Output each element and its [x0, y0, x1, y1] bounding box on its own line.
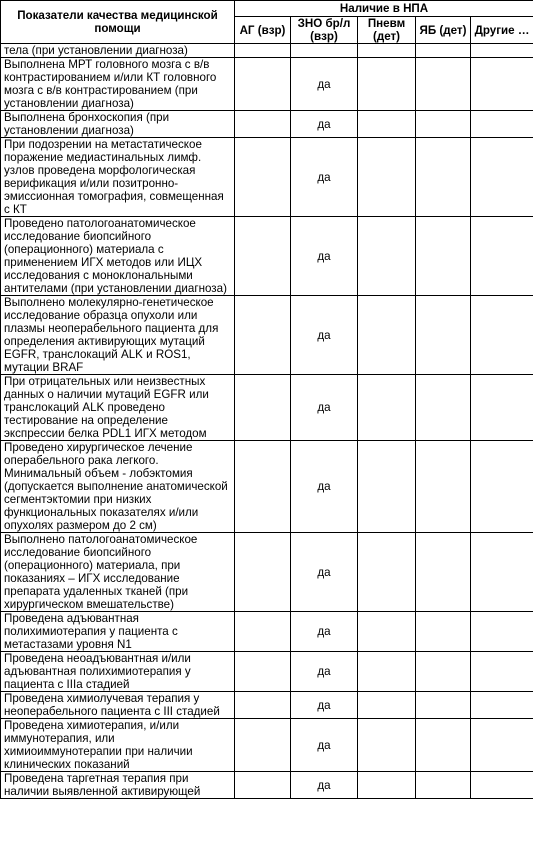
value-cell-pnevm [358, 111, 416, 138]
table-row [1, 58, 533, 111]
value-cell-ag [235, 111, 291, 138]
value-cell-pnevm [358, 772, 416, 799]
value-cell-ag [235, 44, 291, 58]
value-cell-zno: да [291, 692, 358, 719]
value-cell-other [471, 441, 533, 533]
value-cell-zno: да [291, 652, 358, 692]
value-cell-yab [416, 719, 471, 772]
value-cell-yab [416, 692, 471, 719]
value-cell-zno: да [291, 375, 358, 441]
value-cell-ag [235, 217, 291, 296]
indicator-cell: Выполнена МРТ головного мозга с в/в контрастированием и/или КТ головного мозга с в/в контрастированием (при установлении диагноза) [1, 58, 235, 111]
value-cell-other [471, 296, 533, 375]
value-cell-yab [416, 375, 471, 441]
value-cell-yab [416, 772, 471, 799]
indicator-cell: Проведена таргетная терапия при наличии выявленной активирующей [1, 772, 235, 799]
value-cell-yab [416, 111, 471, 138]
value-cell-pnevm [358, 652, 416, 692]
indicator-cell: Проведено патологоанатомическое исследование биопсийного (операционного) материала с применением ИГХ методов или ИЦХ исследования с моноклональными антителами (при установлении диагноза) [1, 217, 235, 296]
value-cell-other [471, 44, 533, 58]
indicator-cell: Проведено хирургическое лечение операбельного рака легкого. Минимальный объем - лобэктомия (допускается выполнение анатомической сегментэктомии при низких функциональных показателях и/или опухолях размером до 2 см) [1, 441, 235, 533]
value-cell-yab [416, 217, 471, 296]
value-cell-other [471, 772, 533, 799]
value-cell-ag [235, 441, 291, 533]
value-cell-ag [235, 719, 291, 772]
table-row [1, 111, 533, 138]
value-cell-zno: да [291, 217, 358, 296]
value-cell-pnevm [358, 217, 416, 296]
value-cell-pnevm [358, 692, 416, 719]
value-cell-zno: да [291, 719, 358, 772]
value-cell-other [471, 652, 533, 692]
value-cell-yab [416, 44, 471, 58]
table-row [1, 138, 533, 217]
col-header-pnevm: Пневм (дет) [358, 17, 416, 44]
value-cell-pnevm [358, 533, 416, 612]
value-cell-other [471, 217, 533, 296]
table-row [1, 441, 533, 533]
value-cell-other [471, 375, 533, 441]
value-cell-zno: да [291, 533, 358, 612]
value-cell-zno: да [291, 441, 358, 533]
table-row [1, 296, 533, 375]
value-cell-other [471, 138, 533, 217]
value-cell-zno: да [291, 612, 358, 652]
value-cell-ag [235, 692, 291, 719]
value-cell-ag [235, 296, 291, 375]
indicator-cell: тела (при установлении диагноза) [1, 44, 235, 58]
indicator-column-header: Показатели качества медицинской помощи [1, 1, 235, 44]
indicator-cell: Выполнено патологоанатомическое исследование биопсийного (операционного) материала, при показаниях – ИГХ исследование препарата удаленных тканей (при хирургическом вмешательстве) [1, 533, 235, 612]
table-row [1, 772, 533, 799]
indicator-cell: Проведена адъювантная полихимиотерапия у пациента с метастазами уровня N1 [1, 612, 235, 652]
value-cell-other [471, 692, 533, 719]
table-row [1, 375, 533, 441]
value-cell-pnevm [358, 296, 416, 375]
table-body [1, 44, 533, 799]
value-cell-yab [416, 138, 471, 217]
value-cell-yab [416, 296, 471, 375]
indicator-cell: Выполнена бронхоскопия (при установлении диагноза) [1, 111, 235, 138]
value-cell-yab [416, 652, 471, 692]
value-cell-other [471, 58, 533, 111]
value-cell-yab [416, 58, 471, 111]
npa-group-header: Наличие в НПА [235, 1, 533, 17]
value-cell-other [471, 719, 533, 772]
value-cell-ag [235, 612, 291, 652]
value-cell-zno: да [291, 58, 358, 111]
value-cell-ag [235, 652, 291, 692]
table-row [1, 533, 533, 612]
value-cell-pnevm [358, 58, 416, 111]
value-cell-other [471, 533, 533, 612]
value-cell-pnevm [358, 441, 416, 533]
value-cell-zno: да [291, 772, 358, 799]
indicator-cell: Проведена химиотерапия, и/или иммунотерапия, или химиоиммунотерапии при наличии клинических показаний [1, 719, 235, 772]
value-cell-ag [235, 58, 291, 111]
table-row [1, 692, 533, 719]
value-cell-zno: да [291, 111, 358, 138]
table-row [1, 217, 533, 296]
value-cell-zno: да [291, 296, 358, 375]
table-row [1, 719, 533, 772]
value-cell-pnevm [358, 612, 416, 652]
value-cell-yab [416, 441, 471, 533]
value-cell-ag [235, 138, 291, 217]
value-cell-pnevm [358, 44, 416, 58]
value-cell-zno: да [291, 138, 358, 217]
value-cell-ag [235, 533, 291, 612]
indicator-cell: При отрицательных или неизвестных данных о наличии мутаций EGFR или транслокаций ALK проведено тестирование на определение экспрессии белка PDL1 ИГХ методом [1, 375, 235, 441]
col-header-ag: АГ (взр) [235, 17, 291, 44]
col-header-other: Другие … [471, 17, 533, 44]
table-row [1, 612, 533, 652]
value-cell-pnevm [358, 719, 416, 772]
value-cell-pnevm [358, 375, 416, 441]
value-cell-zno [291, 44, 358, 58]
indicator-cell: Проведена химиолучевая терапия у неоперабельного пациента с III стадией [1, 692, 235, 719]
value-cell-ag [235, 375, 291, 441]
value-cell-other [471, 111, 533, 138]
col-header-zno: ЗНО бр/л (взр) [291, 17, 358, 44]
indicator-cell: При подозрении на метастатическое поражение медиастинальных лимф. узлов проведена морфологическая верификация и/или позитронно-эмиссионная томография, совмещенная с КТ [1, 138, 235, 217]
value-cell-pnevm [358, 138, 416, 217]
value-cell-yab [416, 533, 471, 612]
value-cell-other [471, 612, 533, 652]
indicator-cell: Проведена неоадъювантная и/или адъювантная полихимиотерапия у пациента с IIIa стадией [1, 652, 235, 692]
col-header-yab: ЯБ (дет) [416, 17, 471, 44]
table-row [1, 652, 533, 692]
value-cell-ag [235, 772, 291, 799]
table-row [1, 44, 533, 58]
value-cell-yab [416, 612, 471, 652]
indicator-cell: Выполнено молекулярно-генетическое исследование образца опухоли или плазмы неоперабельного пациента для определения активирующих мутаций EGFR, транслокаций ALK и ROS1, мутации BRAF [1, 296, 235, 375]
